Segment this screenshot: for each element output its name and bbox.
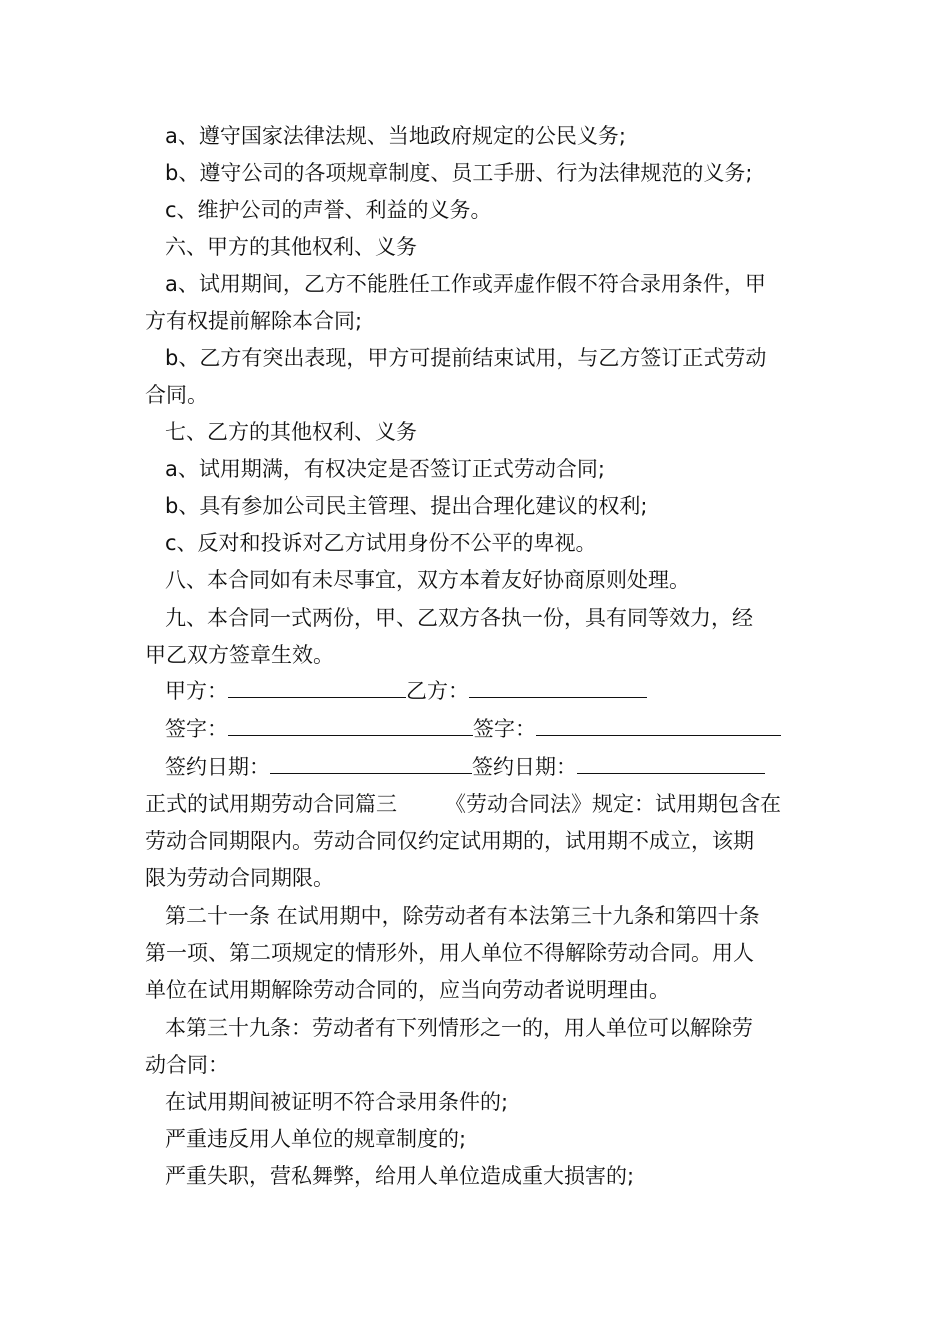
paragraph-line: b、乙方有突出表现，甲方可提前结束试用，与乙方签订正式劳动 — [165, 346, 767, 370]
date-a-label: 签约日期： — [165, 755, 270, 779]
paragraph-line: b、具有参加公司民主管理、提出合理化建议的权利; — [165, 494, 648, 518]
paragraph-line: 单位在试用期解除劳动合同的，应当向劳动者说明理由。 — [145, 978, 670, 1002]
date-b-label: 签约日期： — [472, 755, 577, 779]
date-a-blank — [270, 753, 472, 774]
signature-row-date — [165, 753, 765, 781]
paragraph-line: 劳动合同期限内。劳动合同仅约定试用期的，试用期不成立，该期 — [145, 829, 754, 853]
paragraph-line: c、反对和投诉对乙方试用身份不公平的卑视。 — [165, 531, 597, 555]
paragraph-line: 限为劳动合同期限。 — [145, 866, 334, 890]
signature-row-sign — [165, 715, 781, 743]
paragraph-line: a、试用期间，乙方不能胜任工作或弄虚作假不符合录用条件，甲 — [165, 272, 766, 296]
party-a-blank — [228, 677, 406, 698]
paragraph-line: a、试用期满，有权决定是否签订正式劳动合同; — [165, 457, 605, 481]
party-a-label: 甲方： — [165, 679, 228, 703]
date-b-blank — [577, 753, 765, 774]
sign-b-blank — [536, 715, 781, 736]
section-title: 正式的试用期劳动合同篇三 — [145, 792, 397, 816]
party-b-blank — [469, 677, 647, 698]
paragraph-line: 九、本合同一式两份，甲、乙双方各执一份，具有同等效力，经 — [165, 606, 753, 630]
paragraph-line — [145, 790, 781, 818]
paragraph-line: c、维护公司的声誉、利益的义务。 — [165, 198, 492, 222]
paragraph-line: 合同。 — [145, 383, 208, 407]
paragraph-line: 第二十一条 在试用期中，除劳动者有本法第三十九条和第四十条 — [165, 904, 760, 928]
paragraph-line: b、遵守公司的各项规章制度、员工手册、行为法律规范的义务; — [165, 161, 753, 185]
section-intro: 《劳动合同法》规定：试用期包含在 — [445, 792, 781, 816]
paragraph-line: 方有权提前解除本合同; — [145, 309, 363, 333]
sign-a-label: 签字： — [165, 717, 228, 741]
paragraph-line: 本第三十九条：劳动者有下列情形之一的，用人单位可以解除劳 — [165, 1016, 753, 1040]
list-item: 严重违反用人单位的规章制度的; — [165, 1127, 467, 1151]
section-heading: 七、乙方的其他权利、义务 — [165, 420, 417, 444]
sign-a-blank — [228, 715, 473, 736]
list-item: 严重失职，营私舞弊，给用人单位造成重大损害的; — [165, 1164, 635, 1188]
party-b-label: 乙方： — [406, 679, 469, 703]
paragraph-line: 动合同： — [145, 1053, 229, 1077]
signature-row-party — [165, 677, 647, 705]
paragraph-line: a、遵守国家法律法规、当地政府规定的公民义务; — [165, 124, 626, 148]
section-heading: 八、本合同如有未尽事宜，双方本着友好协商原则处理。 — [165, 568, 690, 592]
list-item: 在试用期间被证明不符合录用条件的; — [165, 1090, 509, 1114]
section-heading: 六、甲方的其他权利、义务 — [165, 235, 417, 259]
sign-b-label: 签字： — [473, 717, 536, 741]
paragraph-line: 第一项、第二项规定的情形外，用人单位不得解除劳动合同。用人 — [145, 941, 754, 965]
paragraph-line: 甲乙双方签章生效。 — [145, 643, 334, 667]
